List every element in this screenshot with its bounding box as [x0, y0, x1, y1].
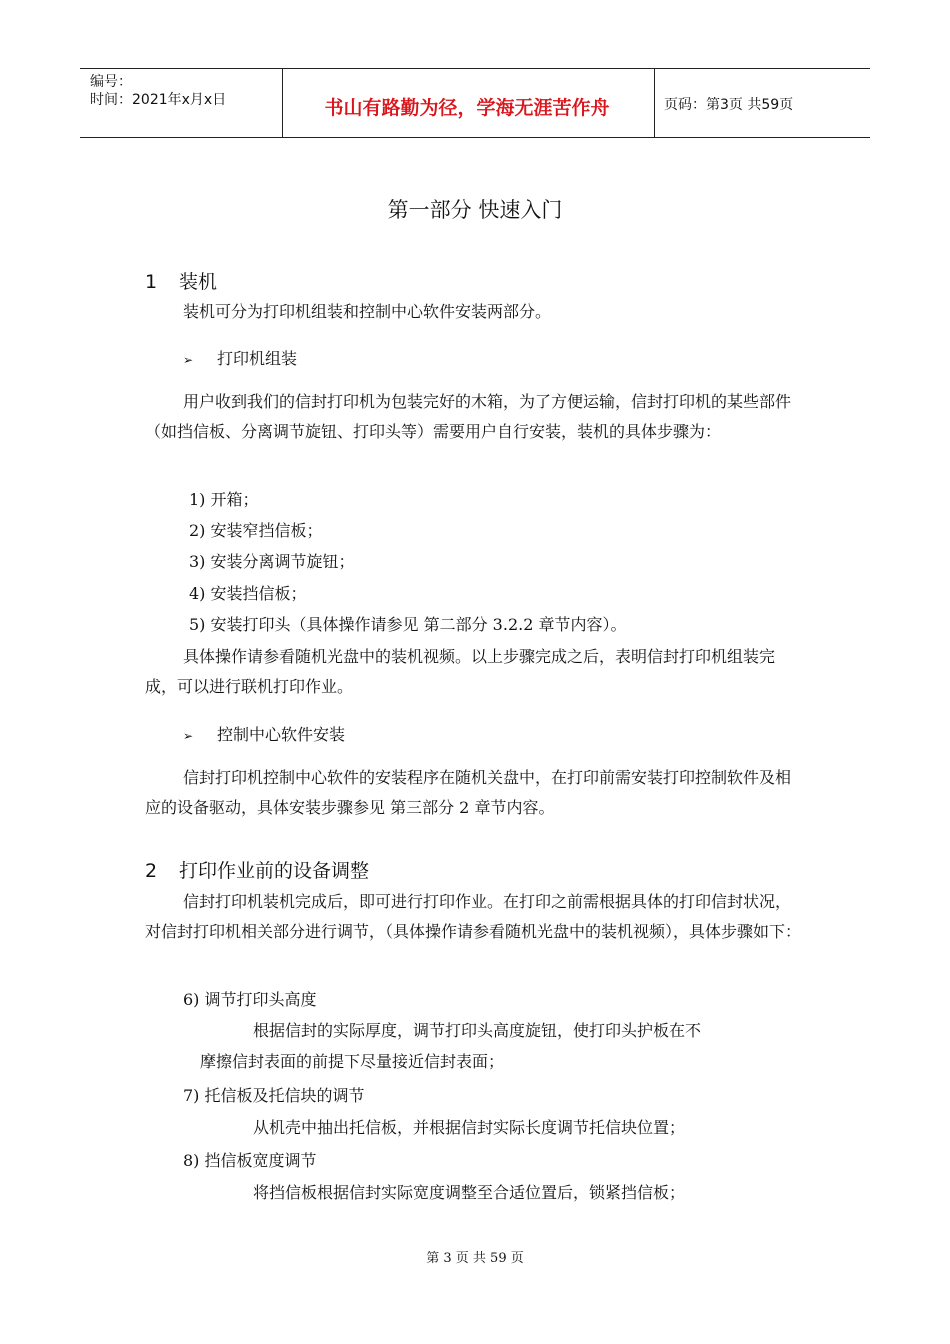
bullet-label: 控制中心软件安装 [217, 725, 346, 744]
adjust-item: 8) 挡信板宽度调节 [183, 1151, 317, 1170]
number-label: 编号： [90, 74, 132, 90]
step-item: 3) 安装分离调节旋钮； [189, 552, 355, 571]
date-label: 时间：2021年x月x日 [90, 92, 227, 108]
header-motto: 书山有路勤为径，学海无涯苦作舟 [324, 97, 610, 119]
bullet-label: 打印机组装 [217, 349, 298, 368]
document-header [80, 68, 870, 138]
adjust-item-desc: 将挡信板根据信封实际宽度调整至合适位置后，锁紧挡信板； [253, 1183, 686, 1202]
section-2-heading [145, 856, 369, 883]
section-title: 打印作业前的设备调整 [179, 860, 370, 882]
bullet-printer-assembly [183, 346, 297, 369]
assembly-note-paragraph: 具体操作请参看随机光盘中的装机视频。以上步骤完成之后，表明信封打印机组装完成，可以进行联机打印作业。 [145, 647, 776, 696]
section-number: 2 [145, 860, 158, 882]
section-1-heading [145, 267, 217, 294]
section-1-intro: 装机可分为打印机组装和控制中心软件安装两部分。 [183, 302, 552, 321]
header-divider [654, 69, 655, 137]
bullet-software-install [183, 722, 345, 745]
step-item: 1) 开箱； [189, 490, 259, 509]
adjust-item: 6) 调节打印头高度 [183, 990, 317, 1009]
step-item: 2) 安装窄挡信板； [189, 521, 323, 540]
header-meta [90, 73, 226, 109]
step-item: 5) 安装打印头（具体操作请参见 第二部分 3.2.2 章节内容）。 [189, 615, 627, 634]
arrow-bullet-icon: ➢ [183, 353, 194, 367]
page-title: 第一部分 快速入门 [387, 198, 563, 222]
assembly-paragraph: 用户收到我们的信封打印机为包装完好的木箱，为了方便运输，信封打印机的某些部件（如挡信板、分离调节旋钮、打印头等）需要用户自行安装，装机的具体步骤为： [145, 392, 792, 441]
adjust-item-desc: 从机壳中抽出托信板，并根据信封实际长度调节托信块位置； [253, 1118, 686, 1137]
adjust-item: 7) 托信板及托信块的调节 [183, 1086, 365, 1105]
arrow-bullet-icon: ➢ [183, 729, 194, 743]
adjustment-paragraph: 信封打印机装机完成后，即可进行打印作业。在打印之前需根据具体的打印信封状况，对信封打印机相关部分进行调节，（具体操作请参看随机光盘中的装机视频），具体步骤如下： [145, 892, 802, 941]
section-number: 1 [145, 271, 158, 293]
software-paragraph: 信封打印机控制中心软件的安装程序在随机关盘中，在打印前需安装打印控制软件及相应的设备驱动，具体安装步骤参见 第三部分 2 章节内容。 [145, 768, 792, 817]
step-item: 4) 安装挡信板； [189, 584, 307, 603]
adjust-item-desc: 摩擦信封表面的前提下尽量接近信封表面； [200, 1052, 505, 1071]
section-title: 装机 [179, 271, 218, 293]
page-footer: 第 3 页 共 59 页 [426, 1251, 524, 1266]
header-page-info: 页码：第3页 共59页 [664, 97, 794, 113]
adjust-item-desc: 根据信封的实际厚度，调节打印头高度旋钮，使打印头护板在不 [253, 1021, 702, 1040]
